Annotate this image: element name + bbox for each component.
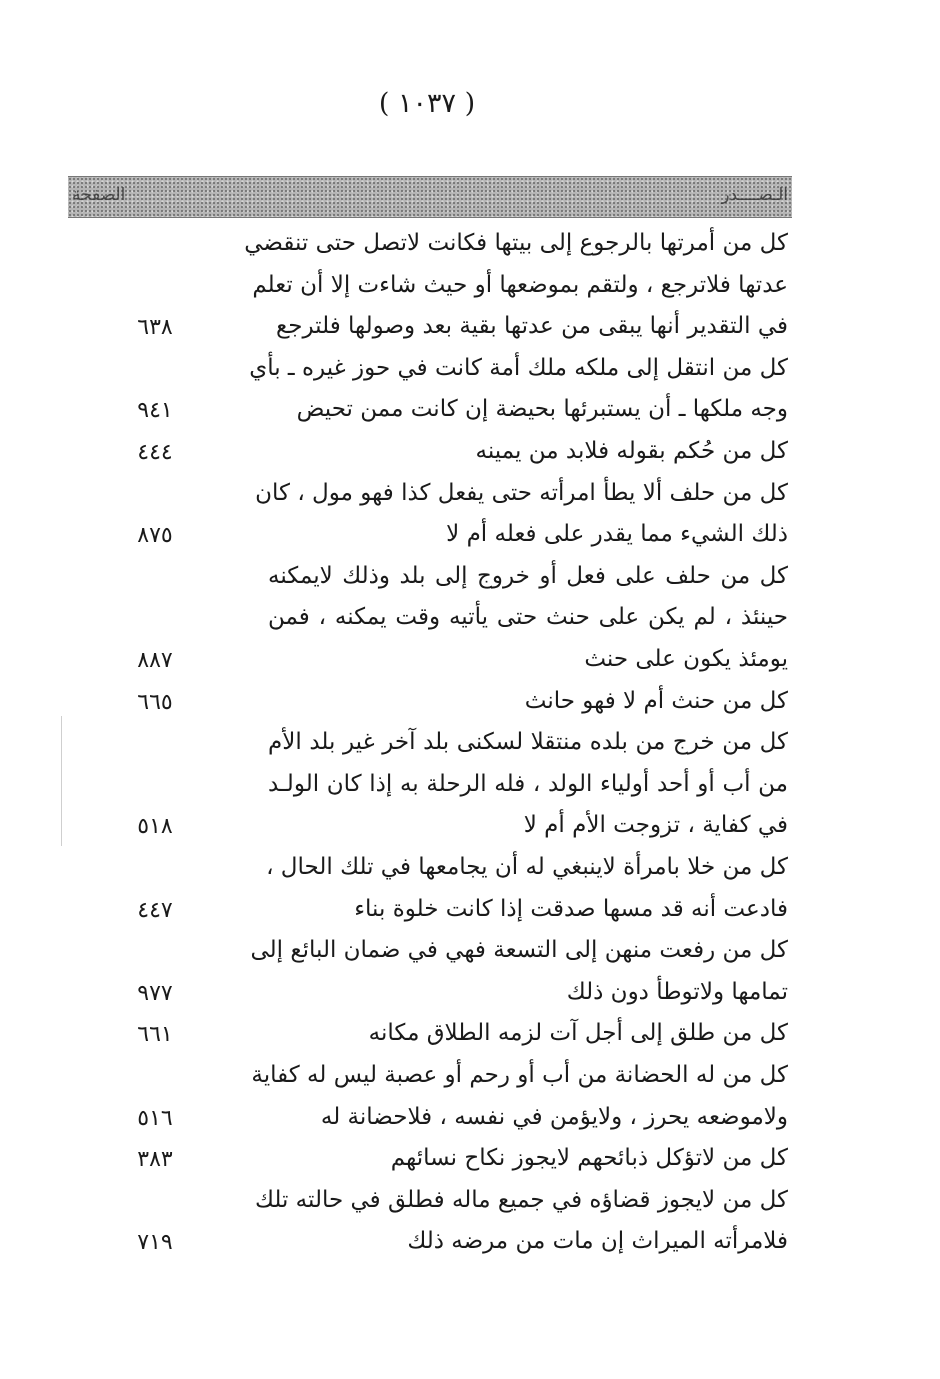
index-entry-page: ٤٤٤	[137, 440, 173, 465]
margin-rule	[61, 716, 62, 846]
index-entry-text: ذلك الشيء مما يقدر على فعله أم لا	[446, 521, 788, 547]
index-entry-text: كل من له الحضانة من أب أو رحم أو عصبة ليس له كفاية	[251, 1062, 788, 1088]
header-page-label: الصفحة	[72, 185, 126, 205]
index-entry-text: يومئذ يكون على حنث	[584, 646, 788, 672]
page-number: ( ١٠٣٧ )	[378, 88, 476, 119]
index-entry-text: كل من رفعت منهن إلى التسعة فهي في ضمان البائع إلى	[250, 937, 788, 963]
index-entry-page: ٩٤١	[137, 398, 173, 423]
index-entry-text: حينئذ ، لم يكن على حنث حتى يأتيه وقت يمكنه ، فمن	[268, 604, 788, 630]
header-source-label: الـصــــدر	[721, 185, 788, 205]
index-entry-text: في التقدير أنها يبقى من عدتها بقية بعد وصولها فلترجع	[276, 313, 788, 339]
index-entry-text: كل من حنث أم لا فهو حانث	[524, 688, 788, 714]
index-entry-text: عدتها فلاترجع ، ولتقم بموضعها أو حيث شاءت إلا أن تعلم	[252, 272, 788, 298]
index-entry-text: في كفاية ، تزوجت الأم أم لا	[523, 812, 788, 838]
index-entry-text: كل من حُكم بقوله فلابد من يمينه	[475, 438, 788, 464]
index-entry-page: ٥١٨	[137, 814, 173, 839]
index-entry-text: كل من طلق إلى أجل آت لزمه الطلاق مكانه	[368, 1020, 788, 1046]
index-entry-text: كل من خرج من بلده منتقلا لسكنى بلد آخر غير بلد الأم	[268, 729, 788, 755]
index-entry-text: كل من لاتؤكل ذبائحهم لايجوز نكاح نسائهم	[390, 1145, 788, 1171]
index-entry-text: وجه ملكها ـ أن يستبرئها بحيضة إن كانت ممن تحيض	[296, 396, 788, 422]
index-entry-text: تمامها ولاتوطأ دون ذلك	[566, 979, 788, 1005]
index-entry-page: ٧١٩	[137, 1230, 173, 1255]
index-entry-text: كل من أمرتها بالرجوع إلى بيتها فكانت لاتصل حتى تنقضي	[244, 230, 788, 256]
index-entry-page: ٨٧٥	[137, 523, 173, 548]
index-entry-text: كل من حلف على فعل أو خروج إلى بلد وذلك لايمكنه	[268, 563, 788, 589]
index-entry-text: ولاموضعه يحرز ، ولايؤمن في نفسه ، فلاحضانة له	[320, 1104, 788, 1130]
index-entry-page: ٦٣٨	[137, 315, 173, 340]
index-entry-page: ٦٦٥	[137, 690, 173, 715]
index-entry-text: من أب أو أحد أولياء الولد ، فله الرحلة به إذا كان الولـد	[268, 771, 788, 797]
index-entry-text: كل من خلا بامرأة لاينبغي له أن يجامعها في تلك الحال ،	[266, 854, 788, 880]
index-entry-page: ٣٨٣	[137, 1147, 173, 1172]
table-header-bar	[68, 176, 792, 218]
index-entry-text: كل من لايجوز قضاؤه في جميع ماله فطلق في حالته تلك	[254, 1187, 788, 1213]
index-entry-text: فادعت أنه قد مسها صدقت إذا كانت خلوة بناء	[354, 896, 788, 922]
index-entry-page: ٩٧٧	[137, 981, 173, 1006]
index-entry-page: ٤٤٧	[137, 898, 173, 923]
index-entry-text: كل من حلف ألا يطأ امرأته حتى يفعل كذا فهو مول ، كان	[255, 480, 788, 506]
index-entry-text: كل من انتقل إلى ملكه ملك أمة كانت في حوز غيره ـ بأي	[249, 355, 788, 381]
index-entry-text: فلامرأته الميراث إن مات من مرضه ذلك	[407, 1228, 788, 1254]
index-entry-page: ٦٦١	[137, 1022, 173, 1047]
index-entry-page: ٨٨٧	[137, 648, 173, 673]
index-entry-page: ٥١٦	[137, 1106, 173, 1131]
